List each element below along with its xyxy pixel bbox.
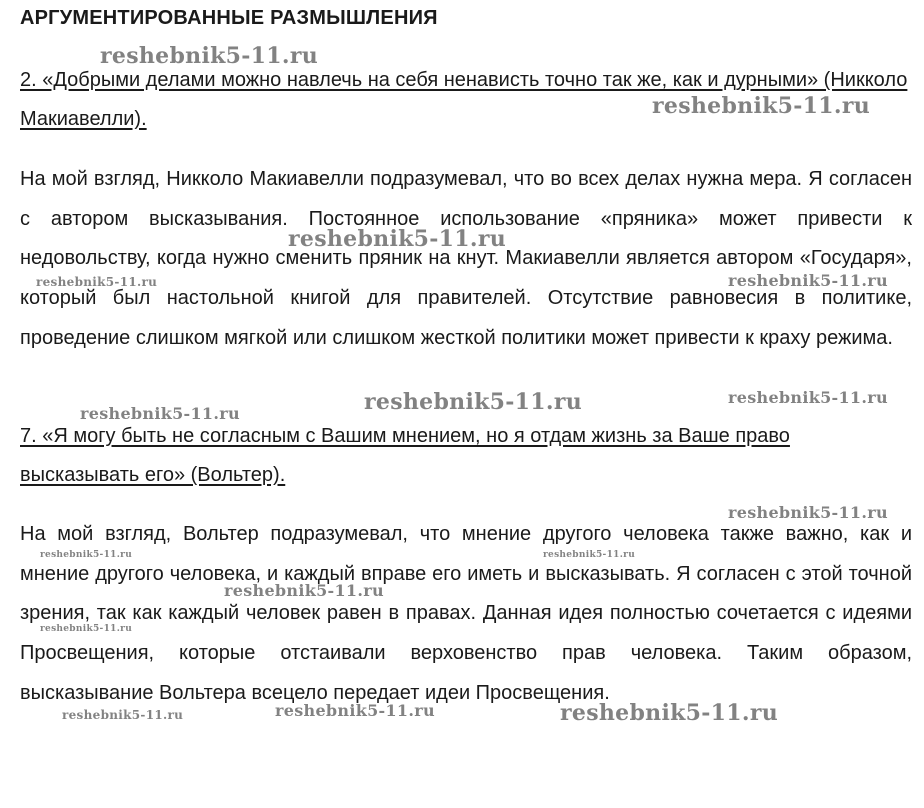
watermark: reshebnik5-11.ru: [80, 404, 240, 423]
watermark: reshebnik5-11.ru: [728, 503, 888, 522]
watermark: reshebnik5-11.ru: [275, 701, 435, 720]
watermark: reshebnik5-11.ru: [224, 581, 384, 600]
watermark: reshebnik5-11.ru: [36, 275, 158, 289]
watermark: reshebnik5-11.ru: [728, 388, 888, 407]
reflection-paragraph-2: На мой взгляд, Никколо Макиавелли подразумевал, что во всех делах нужна мера. Я согласен с автором высказывания. Постоянное использование «пряника» может привести к недовольству, когда нужно сменить пряник на кнут. Макиавелли является автором «Государя», который был настольной книгой для правителей. Отсутствие равновесия в политике, проведение слишком мягкой или слишком жесткой политики может привести к краху режима.: [20, 168, 912, 349]
watermark: reshebnik5-11.ru: [40, 550, 133, 560]
watermark: reshebnik5-11.ru: [288, 226, 507, 252]
watermark: reshebnik5-11.ru: [543, 550, 636, 560]
quote-7: 7. «Я могу быть не согласным с Вашим мнением, но я отдам жизнь за Ваше право высказывать его» (Вольтер).: [20, 425, 790, 486]
watermark: reshebnik5-11.ru: [728, 271, 888, 290]
reflection-paragraph-7: На мой взгляд, Вольтер подразумевал, что мнение другого человека также важно, как и мнение другого человека, и каждый вправе его иметь и высказывать. Я согласен с этой точной зрения, так как каждый человек равен в правах. Данная идея полностью сочетается с идеями Просвещения, которые отстаивали верховенство прав человека. Таким образом, высказывание Вольтера всецело передает идеи Просвещения.: [20, 523, 912, 704]
watermark: reshebnik5-11.ru: [364, 389, 583, 415]
watermark: reshebnik5-11.ru: [652, 93, 871, 119]
watermark: reshebnik5-11.ru: [40, 624, 133, 634]
page-title: АРГУМЕНТИРОВАННЫЕ РАЗМЫШЛЕНИЯ: [20, 7, 438, 29]
quote-2: 2. «Добрыми делами можно навлечь на себя ненависть точно так же, как и дурными» (Никколо Макиавелли).: [20, 69, 908, 130]
watermark: reshebnik5-11.ru: [100, 43, 319, 69]
watermark: reshebnik5-11.ru: [62, 708, 184, 722]
watermark: reshebnik5-11.ru: [560, 700, 779, 726]
